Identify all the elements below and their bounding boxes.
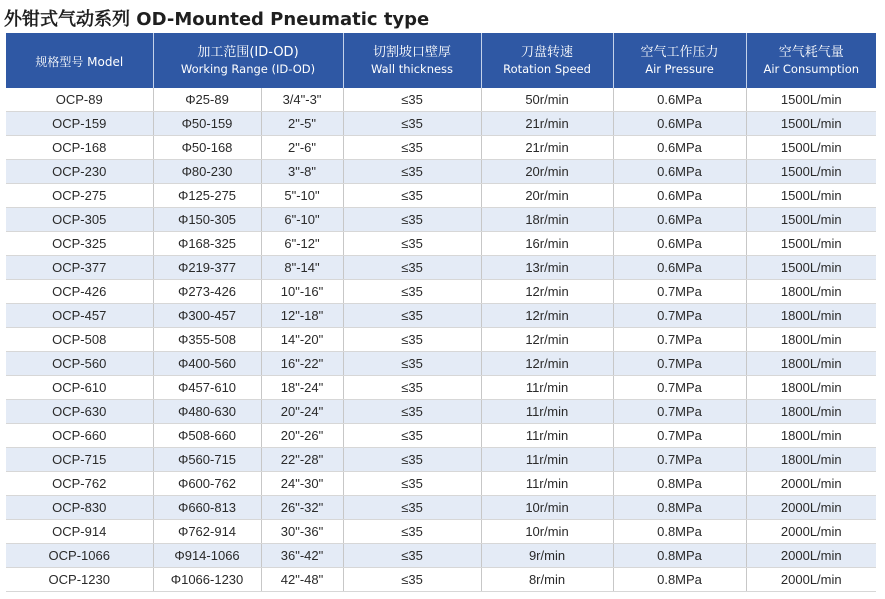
cell-model: OCP-275 bbox=[6, 184, 153, 208]
cell-range-in: 42"-48" bbox=[261, 568, 343, 592]
cell-range-in: 6"-12" bbox=[261, 232, 343, 256]
cell-range-mm: Φ219-377 bbox=[153, 256, 261, 280]
cell-model: OCP-426 bbox=[6, 280, 153, 304]
cell-rotation-speed: 18r/min bbox=[481, 208, 613, 232]
cell-air-pressure: 0.7MPa bbox=[613, 400, 746, 424]
cell-air-consumption: 1500L/min bbox=[746, 160, 876, 184]
cell-air-consumption: 2000L/min bbox=[746, 520, 876, 544]
cell-air-consumption: 1800L/min bbox=[746, 376, 876, 400]
cell-rotation-speed: 20r/min bbox=[481, 184, 613, 208]
cell-wall-thickness: ≤35 bbox=[343, 544, 481, 568]
cell-air-consumption: 1500L/min bbox=[746, 112, 876, 136]
cell-air-pressure: 0.6MPa bbox=[613, 136, 746, 160]
cell-rotation-speed: 8r/min bbox=[481, 568, 613, 592]
cell-range-in: 16"-22" bbox=[261, 352, 343, 376]
cell-wall-thickness: ≤35 bbox=[343, 448, 481, 472]
cell-range-mm: Φ125-275 bbox=[153, 184, 261, 208]
header-air-consumption: 空气耗气量 Air Consumption bbox=[746, 33, 876, 88]
cell-rotation-speed: 11r/min bbox=[481, 424, 613, 448]
table-row bbox=[6, 160, 876, 184]
cell-air-pressure: 0.8MPa bbox=[613, 544, 746, 568]
header-working-range: 加工范围(ID-OD) Working Range (ID-OD) bbox=[153, 33, 343, 88]
cell-range-mm: Φ150-305 bbox=[153, 208, 261, 232]
cell-range-mm: Φ508-660 bbox=[153, 424, 261, 448]
table-row bbox=[6, 208, 876, 232]
cell-wall-thickness: ≤35 bbox=[343, 472, 481, 496]
cell-rotation-speed: 12r/min bbox=[481, 304, 613, 328]
cell-range-in: 20"-26" bbox=[261, 424, 343, 448]
cell-wall-thickness: ≤35 bbox=[343, 136, 481, 160]
cell-range-in: 3/4"-3" bbox=[261, 88, 343, 112]
cell-range-in: 24"-30" bbox=[261, 472, 343, 496]
cell-range-in: 2"-6" bbox=[261, 136, 343, 160]
cell-air-pressure: 0.6MPa bbox=[613, 112, 746, 136]
cell-wall-thickness: ≤35 bbox=[343, 496, 481, 520]
cell-air-pressure: 0.6MPa bbox=[613, 256, 746, 280]
cell-model: OCP-230 bbox=[6, 160, 153, 184]
table-row bbox=[6, 568, 876, 592]
cell-range-mm: Φ762-914 bbox=[153, 520, 261, 544]
cell-air-pressure: 0.8MPa bbox=[613, 568, 746, 592]
cell-air-consumption: 1500L/min bbox=[746, 184, 876, 208]
spec-table bbox=[6, 33, 876, 592]
cell-rotation-speed: 9r/min bbox=[481, 544, 613, 568]
table-row bbox=[6, 376, 876, 400]
cell-wall-thickness: ≤35 bbox=[343, 88, 481, 112]
table-row bbox=[6, 280, 876, 304]
table-row bbox=[6, 400, 876, 424]
cell-rotation-speed: 21r/min bbox=[481, 136, 613, 160]
cell-air-pressure: 0.7MPa bbox=[613, 376, 746, 400]
cell-range-in: 22"-28" bbox=[261, 448, 343, 472]
cell-air-pressure: 0.8MPa bbox=[613, 520, 746, 544]
table-row bbox=[6, 352, 876, 376]
cell-model: OCP-168 bbox=[6, 136, 153, 160]
cell-rotation-speed: 13r/min bbox=[481, 256, 613, 280]
table-row bbox=[6, 232, 876, 256]
cell-air-pressure: 0.7MPa bbox=[613, 424, 746, 448]
cell-model: OCP-762 bbox=[6, 472, 153, 496]
cell-range-in: 6"-10" bbox=[261, 208, 343, 232]
table-row bbox=[6, 256, 876, 280]
cell-model: OCP-914 bbox=[6, 520, 153, 544]
cell-model: OCP-1230 bbox=[6, 568, 153, 592]
cell-rotation-speed: 21r/min bbox=[481, 112, 613, 136]
cell-wall-thickness: ≤35 bbox=[343, 280, 481, 304]
cell-rotation-speed: 11r/min bbox=[481, 400, 613, 424]
cell-air-pressure: 0.6MPa bbox=[613, 88, 746, 112]
cell-rotation-speed: 20r/min bbox=[481, 160, 613, 184]
cell-wall-thickness: ≤35 bbox=[343, 376, 481, 400]
cell-wall-thickness: ≤35 bbox=[343, 400, 481, 424]
table-row bbox=[6, 448, 876, 472]
cell-model: OCP-325 bbox=[6, 232, 153, 256]
cell-air-pressure: 0.6MPa bbox=[613, 232, 746, 256]
cell-rotation-speed: 12r/min bbox=[481, 328, 613, 352]
cell-wall-thickness: ≤35 bbox=[343, 424, 481, 448]
cell-range-mm: Φ273-426 bbox=[153, 280, 261, 304]
cell-range-mm: Φ480-630 bbox=[153, 400, 261, 424]
cell-air-pressure: 0.7MPa bbox=[613, 328, 746, 352]
cell-range-in: 18"-24" bbox=[261, 376, 343, 400]
cell-air-pressure: 0.7MPa bbox=[613, 448, 746, 472]
cell-range-in: 20"-24" bbox=[261, 400, 343, 424]
cell-rotation-speed: 11r/min bbox=[481, 376, 613, 400]
cell-air-consumption: 1800L/min bbox=[746, 424, 876, 448]
cell-model: OCP-630 bbox=[6, 400, 153, 424]
cell-model: OCP-305 bbox=[6, 208, 153, 232]
table-row bbox=[6, 424, 876, 448]
cell-air-consumption: 2000L/min bbox=[746, 568, 876, 592]
cell-air-pressure: 0.7MPa bbox=[613, 352, 746, 376]
cell-air-consumption: 1800L/min bbox=[746, 328, 876, 352]
cell-range-mm: Φ50-168 bbox=[153, 136, 261, 160]
cell-air-pressure: 0.6MPa bbox=[613, 184, 746, 208]
cell-air-consumption: 2000L/min bbox=[746, 544, 876, 568]
cell-range-mm: Φ914-1066 bbox=[153, 544, 261, 568]
cell-model: OCP-610 bbox=[6, 376, 153, 400]
table-row bbox=[6, 88, 876, 112]
cell-range-in: 2"-5" bbox=[261, 112, 343, 136]
cell-air-consumption: 1500L/min bbox=[746, 88, 876, 112]
cell-wall-thickness: ≤35 bbox=[343, 256, 481, 280]
cell-range-mm: Φ660-813 bbox=[153, 496, 261, 520]
cell-air-consumption: 1800L/min bbox=[746, 304, 876, 328]
cell-rotation-speed: 12r/min bbox=[481, 280, 613, 304]
table-row bbox=[6, 112, 876, 136]
cell-model: OCP-377 bbox=[6, 256, 153, 280]
header-rotation-speed: 刀盘转速 Rotation Speed bbox=[481, 33, 613, 88]
cell-wall-thickness: ≤35 bbox=[343, 328, 481, 352]
cell-model: OCP-1066 bbox=[6, 544, 153, 568]
cell-wall-thickness: ≤35 bbox=[343, 232, 481, 256]
cell-model: OCP-660 bbox=[6, 424, 153, 448]
cell-range-in: 10"-16" bbox=[261, 280, 343, 304]
cell-air-consumption: 1500L/min bbox=[746, 256, 876, 280]
cell-range-in: 8"-14" bbox=[261, 256, 343, 280]
cell-range-mm: Φ457-610 bbox=[153, 376, 261, 400]
cell-rotation-speed: 50r/min bbox=[481, 88, 613, 112]
cell-air-consumption: 1800L/min bbox=[746, 352, 876, 376]
cell-air-pressure: 0.8MPa bbox=[613, 472, 746, 496]
page-title: 外钳式气动系列 OD-Mounted Pneumatic type bbox=[4, 9, 430, 30]
cell-range-in: 5"-10" bbox=[261, 184, 343, 208]
cell-range-mm: Φ80-230 bbox=[153, 160, 261, 184]
cell-model: OCP-830 bbox=[6, 496, 153, 520]
cell-range-mm: Φ400-560 bbox=[153, 352, 261, 376]
cell-range-in: 26"-32" bbox=[261, 496, 343, 520]
cell-air-pressure: 0.6MPa bbox=[613, 208, 746, 232]
cell-range-mm: Φ168-325 bbox=[153, 232, 261, 256]
cell-rotation-speed: 12r/min bbox=[481, 352, 613, 376]
cell-range-mm: Φ300-457 bbox=[153, 304, 261, 328]
cell-air-consumption: 2000L/min bbox=[746, 472, 876, 496]
cell-air-consumption: 1800L/min bbox=[746, 400, 876, 424]
cell-model: OCP-159 bbox=[6, 112, 153, 136]
cell-range-mm: Φ25-89 bbox=[153, 88, 261, 112]
cell-model: OCP-560 bbox=[6, 352, 153, 376]
cell-air-pressure: 0.7MPa bbox=[613, 280, 746, 304]
cell-range-mm: Φ560-715 bbox=[153, 448, 261, 472]
cell-air-consumption: 1800L/min bbox=[746, 280, 876, 304]
table-row bbox=[6, 304, 876, 328]
cell-air-consumption: 2000L/min bbox=[746, 496, 876, 520]
header-model: 规格型号 Model bbox=[6, 33, 153, 88]
cell-range-in: 12"-18" bbox=[261, 304, 343, 328]
table-row bbox=[6, 472, 876, 496]
cell-air-pressure: 0.8MPa bbox=[613, 496, 746, 520]
cell-air-consumption: 1500L/min bbox=[746, 208, 876, 232]
table-row bbox=[6, 544, 876, 568]
cell-wall-thickness: ≤35 bbox=[343, 520, 481, 544]
cell-wall-thickness: ≤35 bbox=[343, 184, 481, 208]
cell-wall-thickness: ≤35 bbox=[343, 352, 481, 376]
cell-model: OCP-89 bbox=[6, 88, 153, 112]
cell-rotation-speed: 11r/min bbox=[481, 448, 613, 472]
cell-range-in: 3"-8" bbox=[261, 160, 343, 184]
header-wall-thickness: 切割坡口壁厚 Wall thickness bbox=[343, 33, 481, 88]
header-air-pressure: 空气工作压力 Air Pressure bbox=[613, 33, 746, 88]
cell-air-consumption: 1500L/min bbox=[746, 232, 876, 256]
cell-air-pressure: 0.7MPa bbox=[613, 304, 746, 328]
table-row bbox=[6, 520, 876, 544]
table-row bbox=[6, 184, 876, 208]
header-row bbox=[6, 33, 876, 88]
cell-range-mm: Φ1066-1230 bbox=[153, 568, 261, 592]
cell-wall-thickness: ≤35 bbox=[343, 112, 481, 136]
cell-wall-thickness: ≤35 bbox=[343, 304, 481, 328]
cell-range-in: 36"-42" bbox=[261, 544, 343, 568]
cell-air-consumption: 1800L/min bbox=[746, 448, 876, 472]
table-row bbox=[6, 496, 876, 520]
cell-wall-thickness: ≤35 bbox=[343, 568, 481, 592]
cell-rotation-speed: 11r/min bbox=[481, 472, 613, 496]
cell-range-in: 30"-36" bbox=[261, 520, 343, 544]
cell-range-mm: Φ50-159 bbox=[153, 112, 261, 136]
table-body bbox=[6, 88, 876, 592]
table-row bbox=[6, 136, 876, 160]
cell-range-mm: Φ600-762 bbox=[153, 472, 261, 496]
cell-wall-thickness: ≤35 bbox=[343, 160, 481, 184]
cell-rotation-speed: 10r/min bbox=[481, 520, 613, 544]
cell-model: OCP-715 bbox=[6, 448, 153, 472]
cell-range-in: 14"-20" bbox=[261, 328, 343, 352]
cell-air-pressure: 0.6MPa bbox=[613, 160, 746, 184]
cell-rotation-speed: 10r/min bbox=[481, 496, 613, 520]
cell-wall-thickness: ≤35 bbox=[343, 208, 481, 232]
cell-range-mm: Φ355-508 bbox=[153, 328, 261, 352]
table-row bbox=[6, 328, 876, 352]
cell-rotation-speed: 16r/min bbox=[481, 232, 613, 256]
cell-model: OCP-508 bbox=[6, 328, 153, 352]
cell-model: OCP-457 bbox=[6, 304, 153, 328]
cell-air-consumption: 1500L/min bbox=[746, 136, 876, 160]
